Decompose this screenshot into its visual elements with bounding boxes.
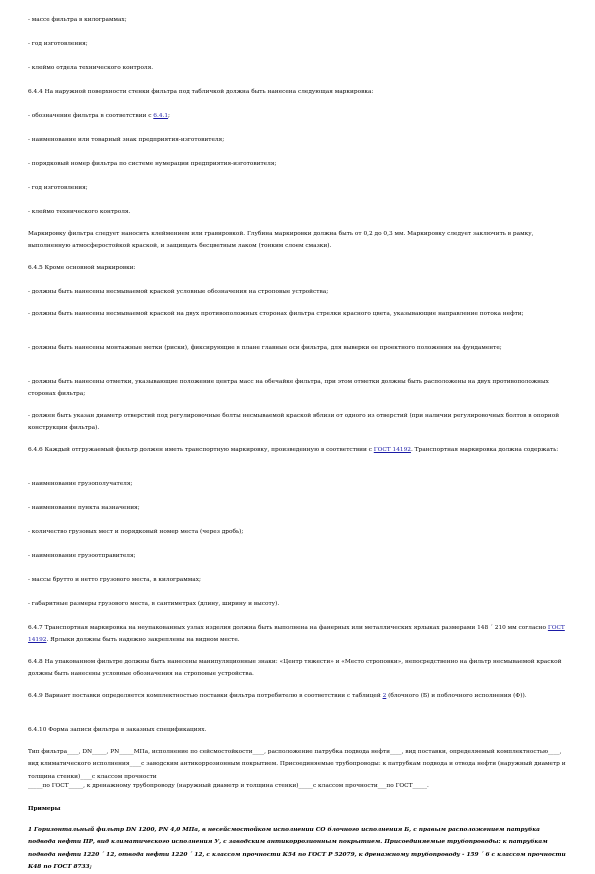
paragraph: - должны быть нанесены отметки, указывающие положение центра масс на обечайке фильтра, при этом отметки должны быть расположены на двух противоположных сторонах фильтра; bbox=[28, 379, 549, 398]
paragraph: - год изготовления; bbox=[28, 41, 88, 47]
paragraph: - габаритные размеры грузового места, в сантиметрах (длину, ширину и высоту). bbox=[28, 601, 280, 607]
examples-heading: Примеры bbox=[28, 806, 61, 812]
paragraph: - обозначение фильтра в соответствии с 6.4.1; bbox=[28, 113, 170, 119]
paragraph: - массе фильтра в килограммах; bbox=[28, 17, 127, 23]
paragraph: Маркировку фильтра следует наносить клеймением или гравировкой. Глубина маркировки должна быть от 0,2 до 0,3 мм. Маркировку следует заключить в рамку, выполненную атмосферостойкой краской, и защищать бесцветным лаком (тонким слоем смазки). bbox=[28, 231, 534, 250]
paragraph: - наименование пункта назначения; bbox=[28, 505, 140, 511]
link-section-6-4-1[interactable]: 6.4.1 bbox=[153, 113, 169, 119]
paragraph: - должны быть нанесены несмываемой краской на двух противоположных сторонах фильтра стрелки красного цвета, указывающие направление потока нефти; bbox=[28, 311, 524, 317]
paragraph: 6.4.8 На упакованном фильтре должны быть нанесены манипуляционные знаки: «Центр тяжести» и «Место строповки», непосредственно на фильтр несмываемой краской должны быть нанесены условные обозначения на строповые устройства. bbox=[28, 659, 562, 678]
paragraph: - количество грузовых мест и порядковый номер места (через дробь); bbox=[28, 529, 244, 535]
link-gost-14192[interactable]: ГОСТ 14192 bbox=[28, 625, 565, 644]
paragraph: - должны быть нанесены несмываемой краской условные обозначения на строповые устройства; bbox=[28, 289, 329, 295]
paragraph: 6.4.5 Кроме основной маркировки: bbox=[28, 265, 136, 271]
paragraph: - наименование грузоотправителя; bbox=[28, 553, 136, 559]
paragraph: 6.4.4 На наружной поверхности стенки фильтра под табличкой должна быть нанесена следующая маркировка: bbox=[28, 89, 374, 95]
paragraph: - массы брутто и нетто грузового места, в килограммах; bbox=[28, 577, 201, 583]
paragraph: - наименование грузополучателя; bbox=[28, 481, 133, 487]
paragraph: 6.4.7 Транспортная маркировка на неупакованных узлах изделия должна быть выполнена на фанерных или металлических ярлыках размерами 148 ´ 210 мм согласно ГОСТ 14192. Ярлыки должны быть надежно закреплены на видном месте. bbox=[28, 625, 565, 644]
paragraph: - должен быть указан диаметр отверстий под регулировочные болты несмываемой краской вблизи от одного из отверстий (при наличии регулировочных болтов в опорной конструкции фильтра). bbox=[28, 413, 560, 432]
paragraph: - наименование или товарный знак предприятия-изготовителя; bbox=[28, 137, 225, 143]
paragraph: 6.4.6 Каждый отгружаемый фильтр должен иметь транспортную маркировку, произведенную в соответствии с ГОСТ 14192. Транспортная маркировка должна содержать: bbox=[28, 447, 559, 453]
paragraph: Тип фильтра____, DN_____, PN_____МПа, исполнение по сейсмостойкости____, расположение патрубка подвода нефти____, вид поставки, определяемый комплектностью____, вид климатического исполнения____с заводским антикоррозионным покрытием. Присоединяемые трубопроводы: к патрубкам подвода и отвода нефти (наружный диаметр и толщина стенки)____с классом прочности bbox=[28, 749, 566, 780]
link-table-2[interactable]: 2 bbox=[382, 693, 387, 699]
link-gost-14192[interactable]: ГОСТ 14192 bbox=[373, 447, 411, 453]
paragraph: - порядковый номер фильтра по системе нумерации предприятия-изготовителя; bbox=[28, 161, 277, 167]
paragraph: 6.4.9 Вариант поставки определяется комплектностью поставки фильтра потребителю в соответствии с таблицей 2 (блочного (Б) и поблочного исполнения (Ф)). bbox=[28, 693, 527, 699]
paragraph: - клеймо технического контроля. bbox=[28, 209, 131, 215]
paragraph: - клеймо отдела технического контроля. bbox=[28, 65, 154, 71]
example-1: 1 Горизонтальный фильтр DN 1200, PN 4,0 МПа, в несейсмостойком исполнении СО блочного исполнения Б, с правым расположением патрубка подвода нефти ПР, вид климатического исполнения У, с заводским антикоррозионным покрытием. Присоединяемые трубопроводы: к патрубкам подвода нефти 1220 ´ 12, отвода нефти 1220 ´ 12, с классом прочности К54 по ГОСТ Р 52079, к дренажному трубопроводу - 159 ´ 6 с классом прочности К48 по ГОСТ 8733; bbox=[28, 827, 566, 871]
paragraph: 6.4.10 Форма записи фильтра в заказных спецификациях. bbox=[28, 727, 207, 733]
paragraph: - год изготовления; bbox=[28, 185, 88, 191]
paragraph: - должны быть нанесены монтажные метки (риски), фиксирующие в плане главные оси фильтра, для выверки ее проектного положения на фундаменте; bbox=[28, 345, 502, 351]
paragraph: _____по ГОСТ_____, к дренажному трубопроводу (наружный диаметр и толщина стенки)_____с классом прочности___по ГОСТ_____. bbox=[28, 783, 429, 789]
